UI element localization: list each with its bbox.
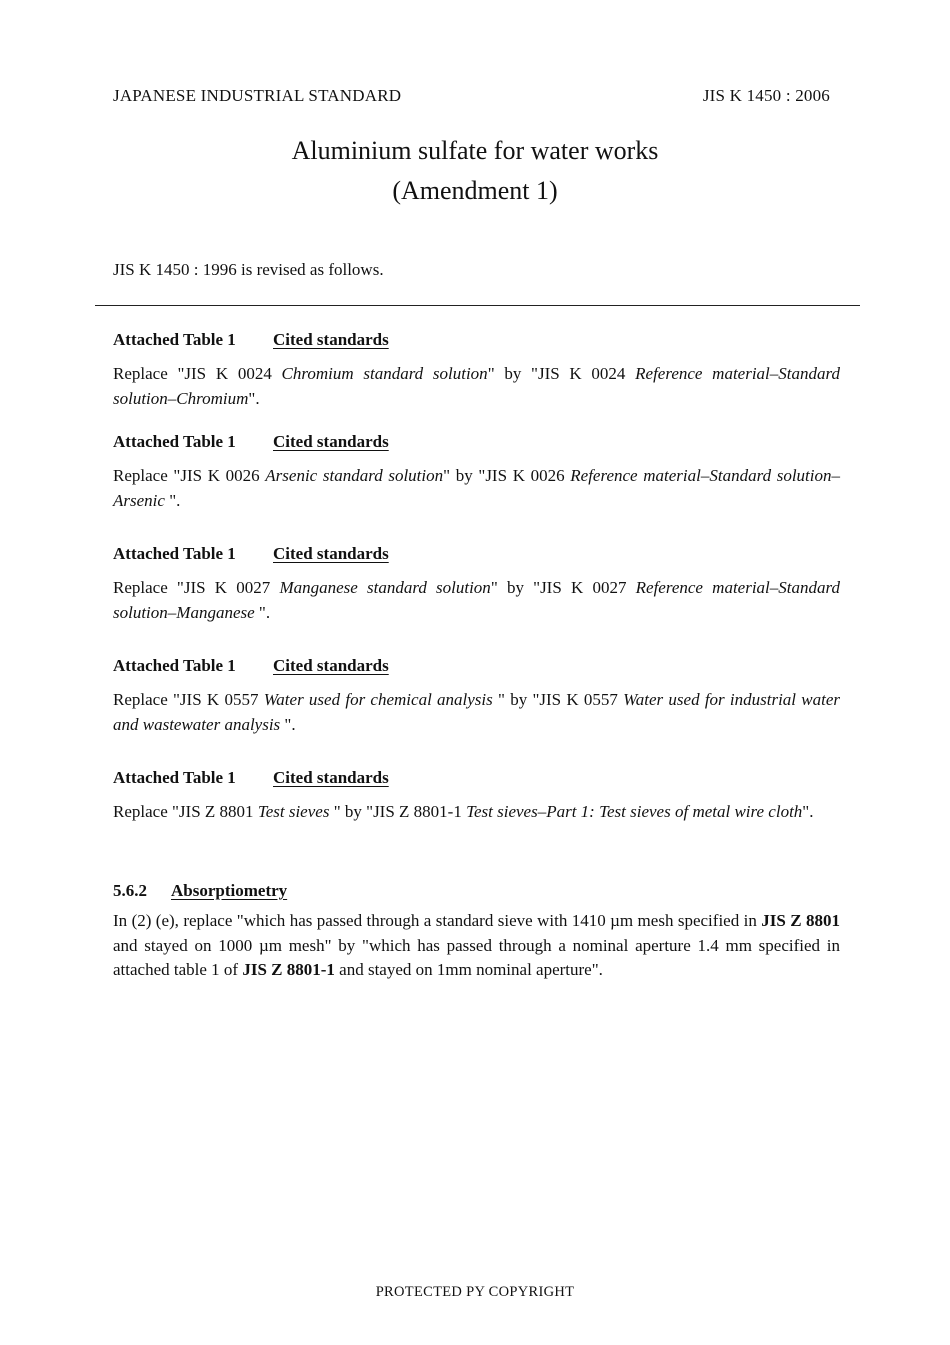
amendment-section [113,430,840,513]
text-run: Replace "JIS Z 8801 [113,802,258,821]
new-title: Test sieves–Part 1: Test sieves of metal wire cloth [466,802,803,821]
standard-reference: JIS Z 8801-1 [242,960,335,979]
header-standard-number: JIS K 1450 : 2006 [702,86,830,105]
section-link: Cited standards [273,656,389,675]
section-heading [113,879,840,903]
section-heading [113,766,840,790]
section-body [113,576,840,625]
divider [95,305,860,306]
old-title: Water used for chemical analysis [263,690,499,709]
section-label: Attached Table 1 [113,768,236,787]
text-run: ". [258,602,271,622]
old-title: Manganese standard solution [279,578,491,597]
amendment-section [113,766,840,825]
new-title: Reference material–Standard solution–Arsenic [113,466,840,510]
header-standard-name: JAPANESE INDUSTRIAL STANDARD [113,86,402,105]
old-title: Test sieves [257,802,334,821]
text-run: and stayed on 1000 µm mesh" by "which has passed through a nominal aperture 1.4 mm specified in attached table 1 of [113,935,840,979]
section-link: Cited standards [273,432,389,451]
clause-title: Absorptiometry [171,881,288,900]
section-link: Cited standards [273,544,389,563]
text-run: Replace "JIS K 0024 [113,364,282,383]
text-run: " by "JIS K 0027 [490,578,636,597]
section-link: Cited standards [273,330,389,349]
text-run: " by "JIS K 0024 [487,364,636,383]
amendment-section [113,542,840,625]
new-title: Reference material–Standard solution–Chromium [113,364,840,408]
document-title: Aluminium sulfate for water works [291,136,659,165]
copyright-footer: PROTECTED PY COPYRIGHT [375,1284,575,1300]
section-heading [113,654,840,678]
section-label: Attached Table 1 [113,544,236,563]
old-title: Chromium standard solution [281,364,488,383]
section-body [113,688,840,737]
section-heading [113,430,840,454]
section-heading [113,328,840,352]
text-run: ". [169,490,181,510]
text-run: Replace "JIS K 0557 [113,690,264,709]
section-link: Cited standards [273,768,389,787]
text-run: " by "JIS K 0026 [443,466,571,485]
section-body [113,464,840,513]
clause-number: 5.6.2 [113,881,147,900]
text-run: " by "JIS K 0557 [498,690,624,709]
standard-reference: JIS Z 8801 [761,911,840,930]
clause-body [113,909,840,983]
section-label: Attached Table 1 [113,656,236,675]
text-run: and stayed on 1mm nominal aperture". [334,960,603,979]
new-title: Reference material–Standard solution–Manganese [113,578,840,622]
section-label: Attached Table 1 [113,432,236,451]
text-run: Replace "JIS K 0026 [113,466,266,485]
text-run: ". [802,802,814,821]
amendment-section [113,328,840,411]
text-run: " by "JIS Z 8801-1 [333,802,467,821]
section-label: Attached Table 1 [113,330,236,349]
section-heading [113,542,840,566]
document-subtitle: (Amendment 1) [392,176,558,205]
absorptiometry-section [113,879,840,983]
text-run: In (2) (e), replace "which has passed through a standard sieve with 1410 µm mesh specified in [113,911,762,930]
text-run: Replace "JIS K 0027 [113,578,280,597]
intro-text: JIS K 1450 : 1996 is revised as follows. [113,260,384,279]
text-run: ". [284,714,296,734]
new-title: Water used for industrial water and wastewater analysis [113,690,841,734]
section-body [113,800,840,825]
text-run: ". [248,388,260,408]
section-body [113,362,840,411]
amendment-section [113,654,840,737]
old-title: Arsenic standard solution [265,466,444,485]
